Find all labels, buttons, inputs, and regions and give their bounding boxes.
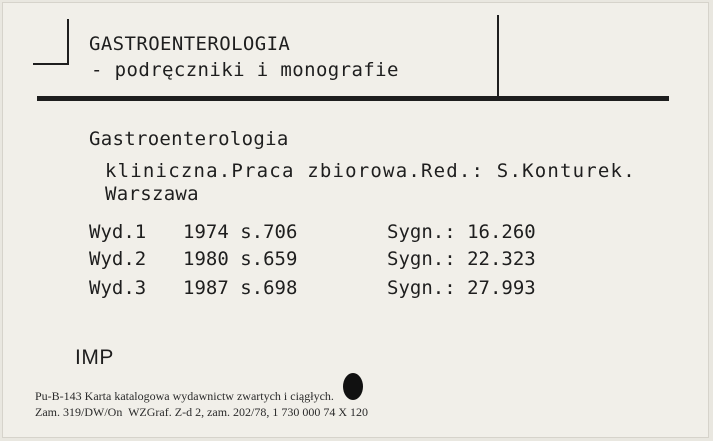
header-separator: [497, 15, 499, 97]
edition-year-pages: 1987 s.698: [183, 277, 298, 299]
edition-label: Wyd.1: [89, 221, 147, 243]
punch-hole: [343, 373, 363, 400]
entry-title: Gastroenterologia: [89, 128, 289, 150]
edition-year-pages: 1974 s.706: [183, 221, 298, 243]
edition-label: Wyd.3: [89, 277, 147, 299]
footer-line-1: Pu-B-143 Karta katalogowa wydawnictw zwartych i ciągłych.: [35, 389, 334, 403]
imp-stamp: IMP: [75, 346, 114, 369]
edition-signature: Sygn.: 16.260: [387, 221, 536, 243]
edition-signature: Sygn.: 22.323: [387, 248, 536, 270]
footer-line-2: Zam. 319/DW/On WZGraf. Z-d 2, zam. 202/78, 1 730 000 74 X 120: [35, 405, 369, 419]
header-subtitle: - podręczniki i monografie: [91, 59, 399, 81]
edition-label: Wyd.2: [89, 248, 147, 270]
header-rule: [37, 96, 669, 101]
edition-year-pages: 1980 s.659: [183, 248, 298, 270]
entry-details: kliniczna.Praca zbiorowa.Red.: S.Konturek.: [105, 160, 636, 182]
entry-place: Warszawa: [105, 183, 199, 205]
header-corner-mark: [33, 63, 69, 65]
header-title: GASTROENTEROLOGIA: [89, 33, 291, 55]
header-corner-mark-vertical: [67, 19, 69, 65]
edition-signature: Sygn.: 27.993: [387, 277, 536, 299]
catalog-card: [2, 2, 709, 438]
